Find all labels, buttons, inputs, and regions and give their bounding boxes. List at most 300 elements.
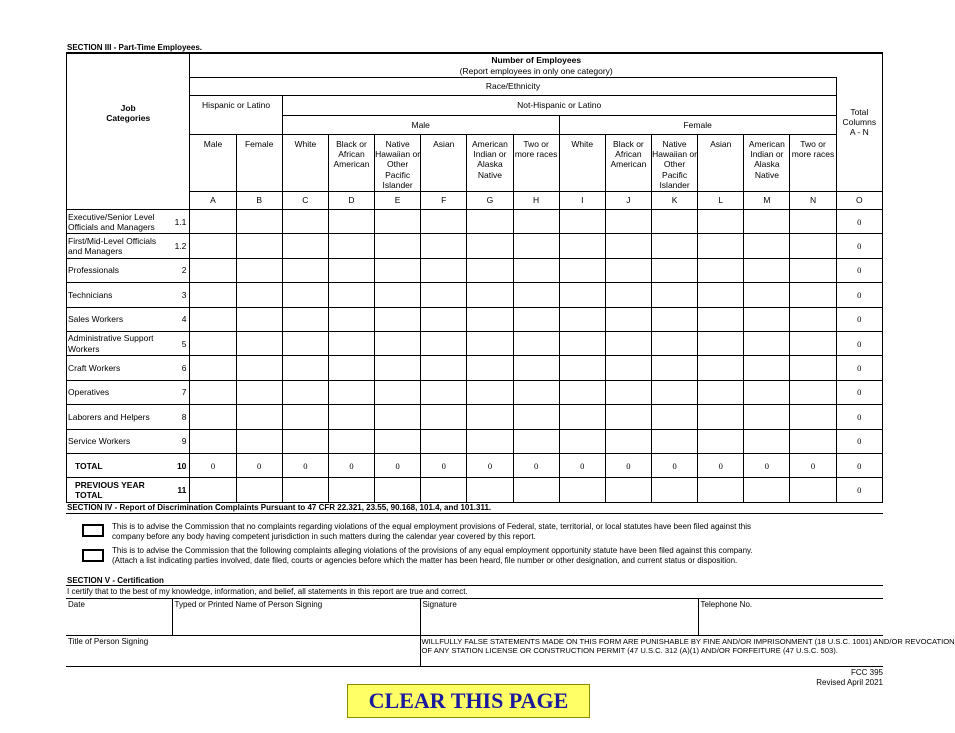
count-cell[interactable] xyxy=(375,429,421,453)
count-cell[interactable] xyxy=(605,234,651,258)
count-cell[interactable] xyxy=(328,210,374,234)
count-cell[interactable] xyxy=(190,258,236,282)
column-letter: H xyxy=(513,192,559,210)
table-row xyxy=(67,356,883,380)
table-row xyxy=(67,380,883,404)
prev-year-cell[interactable] xyxy=(421,478,467,502)
row-number: 5 xyxy=(181,338,187,349)
job-categories-header xyxy=(67,54,190,192)
count-cell[interactable] xyxy=(190,210,236,234)
count-cell[interactable] xyxy=(190,356,236,380)
count-cell[interactable] xyxy=(651,234,697,258)
count-cell[interactable] xyxy=(559,405,605,429)
prev-year-cell[interactable] xyxy=(467,478,513,502)
certification-table xyxy=(66,598,955,667)
row-number: 8 xyxy=(181,411,187,422)
count-cell[interactable] xyxy=(190,380,236,404)
subcol-female-1: Black or African American xyxy=(605,135,651,192)
row-number: 2 xyxy=(181,265,187,276)
prev-year-cell[interactable] xyxy=(190,478,236,502)
count-cell[interactable] xyxy=(744,210,790,234)
count-cell[interactable] xyxy=(375,356,421,380)
section4-rule xyxy=(66,513,883,514)
count-cell[interactable] xyxy=(328,331,374,355)
subcol-male-2: Native Hawaiian or Other Pacific Islander xyxy=(375,135,421,192)
count-cell[interactable] xyxy=(236,210,282,234)
prev-year-cell[interactable] xyxy=(605,478,651,502)
count-cell[interactable] xyxy=(421,405,467,429)
row-label-text: Professionals xyxy=(68,265,120,276)
count-cell[interactable] xyxy=(282,405,328,429)
total-cell: 0 xyxy=(698,453,744,477)
no-complaints-line1: This is to advise the Commission that no complaints regarding violations of the equal employment provisions of Federal, state, territorial, or local statutes have been filed against this xyxy=(112,522,751,531)
count-cell[interactable] xyxy=(790,258,836,282)
complaints-filed-line1: This is to advise the Commission that the following complaints alleging violations of the provisions of any equal employment opportunity statute have been filed against this company. xyxy=(112,546,753,555)
row-total-cell: 0 xyxy=(836,405,882,429)
subcol-male-1: Black or African American xyxy=(328,135,374,192)
section5-title: SECTION V - Certification xyxy=(67,576,164,585)
warning-line1: WILLFULLY FALSE STATEMENTS MADE ON THIS FORM ARE PUNISHABLE BY FINE AND/OR IMPRISONMENT (18 U.S.C. 1001) AND/OR REVOCATION xyxy=(421,637,955,646)
count-cell[interactable] xyxy=(513,380,559,404)
count-cell[interactable] xyxy=(190,429,236,453)
count-cell[interactable] xyxy=(744,234,790,258)
count-cell[interactable] xyxy=(328,380,374,404)
count-cell[interactable] xyxy=(698,307,744,331)
subcol-male-3: Asian xyxy=(421,135,467,192)
count-cell[interactable] xyxy=(282,380,328,404)
count-cell[interactable] xyxy=(651,356,697,380)
row-label xyxy=(67,307,190,331)
count-cell[interactable] xyxy=(236,234,282,258)
row-label-text: Administrative Support Workers xyxy=(68,333,154,354)
column-letter: B xyxy=(236,192,282,210)
column-letter: F xyxy=(421,192,467,210)
count-cell[interactable] xyxy=(559,380,605,404)
count-cell[interactable] xyxy=(467,356,513,380)
row-number: 4 xyxy=(181,314,187,325)
column-letter: G xyxy=(467,192,513,210)
count-cell[interactable] xyxy=(744,258,790,282)
count-cell[interactable] xyxy=(236,429,282,453)
row-total-cell: 0 xyxy=(836,258,882,282)
column-letter: C xyxy=(282,192,328,210)
count-cell[interactable] xyxy=(651,331,697,355)
form-number: FCC 395 xyxy=(850,668,883,677)
column-letter: K xyxy=(651,192,697,210)
count-cell[interactable] xyxy=(236,307,282,331)
total-cell: 0 xyxy=(467,453,513,477)
count-cell[interactable] xyxy=(236,331,282,355)
count-cell[interactable] xyxy=(790,356,836,380)
count-cell[interactable] xyxy=(328,234,374,258)
previous-year-row xyxy=(67,478,883,502)
count-cell[interactable] xyxy=(698,283,744,307)
count-cell[interactable] xyxy=(790,307,836,331)
table-row xyxy=(67,234,883,258)
count-cell[interactable] xyxy=(605,210,651,234)
employee-table xyxy=(66,53,883,503)
count-cell[interactable] xyxy=(282,307,328,331)
row-label xyxy=(67,210,190,234)
total-row xyxy=(67,453,883,477)
table-row xyxy=(67,429,883,453)
count-cell[interactable] xyxy=(744,405,790,429)
count-cell[interactable] xyxy=(421,210,467,234)
total-cell: 0 xyxy=(375,453,421,477)
count-cell[interactable] xyxy=(467,234,513,258)
count-cell[interactable] xyxy=(421,380,467,404)
column-letter: N xyxy=(790,192,836,210)
count-cell[interactable] xyxy=(282,356,328,380)
count-cell[interactable] xyxy=(698,210,744,234)
count-cell[interactable] xyxy=(559,356,605,380)
total-cell: 0 xyxy=(790,453,836,477)
count-cell[interactable] xyxy=(559,283,605,307)
hispanic-or-latino-label: Hispanic or Latino xyxy=(202,99,271,110)
count-cell[interactable] xyxy=(190,331,236,355)
count-cell[interactable] xyxy=(605,405,651,429)
count-cell[interactable] xyxy=(605,331,651,355)
total-columns-header xyxy=(836,78,882,192)
count-cell[interactable] xyxy=(559,331,605,355)
row-total-cell: 0 xyxy=(836,307,882,331)
subcol-female-3: Asian xyxy=(698,135,744,192)
signature-field[interactable] xyxy=(420,599,698,636)
row-number: 3 xyxy=(181,289,187,300)
count-cell[interactable] xyxy=(698,234,744,258)
row-number: 11 xyxy=(177,484,187,495)
section4-title: SECTION IV - Report of Discrimination Complaints Pursuant to 47 CFR 22.321, 23.55, 90.168, 101.4, and 101.311. xyxy=(67,503,492,512)
race-ethnicity-header: Race/Ethnicity xyxy=(190,78,836,96)
count-cell[interactable] xyxy=(744,380,790,404)
count-cell[interactable] xyxy=(559,234,605,258)
total-cell: 0 xyxy=(513,453,559,477)
row-number: 1.2 xyxy=(174,240,187,251)
count-cell[interactable] xyxy=(559,307,605,331)
subcol-female-2: Native Hawaiian or Other Pacific Islander xyxy=(651,135,697,192)
count-cell[interactable] xyxy=(467,405,513,429)
report-note: (Report employees in only one category) xyxy=(459,65,613,76)
title-of-person-field[interactable] xyxy=(66,636,420,667)
count-cell[interactable] xyxy=(190,307,236,331)
table-row xyxy=(67,405,883,429)
total-columns-label: Total Columns A - N xyxy=(842,106,877,138)
row-number: 7 xyxy=(181,387,187,398)
no-complaints-line2: company before any body having competent jurisdiction in such matters during the calendar year covered by this report. xyxy=(112,532,536,542)
count-cell[interactable] xyxy=(559,258,605,282)
count-cell[interactable] xyxy=(605,258,651,282)
row-total-cell: 0 xyxy=(836,234,882,258)
row-label xyxy=(67,331,190,355)
count-cell[interactable] xyxy=(328,307,374,331)
count-cell[interactable] xyxy=(375,307,421,331)
count-cell[interactable] xyxy=(513,283,559,307)
count-cell[interactable] xyxy=(790,331,836,355)
subcol-hispanic-1: Female xyxy=(236,135,282,192)
row-label xyxy=(67,453,190,477)
revised-date: Revised April 2021 xyxy=(816,678,883,688)
count-cell[interactable] xyxy=(698,429,744,453)
count-cell[interactable] xyxy=(605,429,651,453)
job-categories-label: Job Categories xyxy=(106,102,151,123)
count-cell[interactable] xyxy=(375,234,421,258)
total-cell: 0 xyxy=(836,453,882,477)
column-letter: E xyxy=(375,192,421,210)
count-cell[interactable] xyxy=(651,429,697,453)
total-cell: 0 xyxy=(651,453,697,477)
warning-line2: OF ANY STATION LICENSE OR CONSTRUCTION PERMIT (47 U.S.C. 312 (A)(1) AND/OR FORFEITURE (47 U.S.C. 503). xyxy=(421,646,838,655)
count-cell[interactable] xyxy=(605,356,651,380)
table-row xyxy=(67,331,883,355)
row-total-cell: 0 xyxy=(836,210,882,234)
hispanic-or-latino-header xyxy=(190,96,282,135)
complaints-filed-text xyxy=(112,546,882,567)
count-cell[interactable] xyxy=(513,210,559,234)
count-cell[interactable] xyxy=(236,356,282,380)
count-cell[interactable] xyxy=(467,307,513,331)
count-cell[interactable] xyxy=(698,331,744,355)
clear-page-button[interactable]: CLEAR THIS PAGE xyxy=(347,684,590,718)
row-label xyxy=(67,356,190,380)
row-number: 6 xyxy=(181,362,187,373)
row-label-text: TOTAL xyxy=(75,460,103,471)
prev-year-cell[interactable] xyxy=(698,478,744,502)
count-cell[interactable] xyxy=(421,234,467,258)
row-total-cell: 0 xyxy=(836,380,882,404)
count-cell[interactable] xyxy=(282,210,328,234)
count-cell[interactable] xyxy=(605,307,651,331)
row-number: 10 xyxy=(176,460,187,471)
date-field[interactable] xyxy=(66,599,172,636)
count-cell[interactable] xyxy=(236,380,282,404)
count-cell[interactable] xyxy=(328,405,374,429)
count-cell[interactable] xyxy=(651,380,697,404)
count-cell[interactable] xyxy=(375,210,421,234)
count-cell[interactable] xyxy=(467,429,513,453)
total-cell: 0 xyxy=(328,453,374,477)
count-cell[interactable] xyxy=(744,356,790,380)
count-cell[interactable] xyxy=(421,429,467,453)
column-letter: L xyxy=(698,192,744,210)
column-letter: O xyxy=(836,192,882,210)
not-hispanic-header: Not-Hispanic or Latino xyxy=(282,96,836,116)
count-cell[interactable] xyxy=(282,283,328,307)
count-cell[interactable] xyxy=(236,283,282,307)
female-header: Female xyxy=(559,116,836,135)
section3-title: SECTION III - Part-Time Employees. xyxy=(67,43,202,52)
count-cell[interactable] xyxy=(790,210,836,234)
row-label-text: PREVIOUS YEAR TOTAL xyxy=(75,479,145,500)
count-cell[interactable] xyxy=(651,307,697,331)
row-label-text: Operatives xyxy=(68,387,110,398)
total-cell: 0 xyxy=(744,453,790,477)
count-cell[interactable] xyxy=(790,429,836,453)
signature-label: Signature xyxy=(422,600,457,609)
typed-name-label: Typed or Printed Name of Person Signing xyxy=(174,600,323,609)
total-cell: 0 xyxy=(559,453,605,477)
count-cell[interactable] xyxy=(559,210,605,234)
subcol-male-0: White xyxy=(282,135,328,192)
prev-year-total-cell: 0 xyxy=(836,478,882,502)
count-cell[interactable] xyxy=(790,405,836,429)
count-cell[interactable] xyxy=(282,234,328,258)
count-cell[interactable] xyxy=(744,283,790,307)
count-cell[interactable] xyxy=(328,356,374,380)
prev-year-cell[interactable] xyxy=(744,478,790,502)
count-cell[interactable] xyxy=(375,258,421,282)
section5-rule xyxy=(66,585,883,586)
count-cell[interactable] xyxy=(282,429,328,453)
table-row xyxy=(67,283,883,307)
count-cell[interactable] xyxy=(651,405,697,429)
row-label xyxy=(67,234,190,258)
count-cell[interactable] xyxy=(375,405,421,429)
count-cell[interactable] xyxy=(651,210,697,234)
count-cell[interactable] xyxy=(651,258,697,282)
count-cell[interactable] xyxy=(513,258,559,282)
count-cell[interactable] xyxy=(467,380,513,404)
count-cell[interactable] xyxy=(467,210,513,234)
count-cell[interactable] xyxy=(698,356,744,380)
count-cell[interactable] xyxy=(236,258,282,282)
count-cell[interactable] xyxy=(744,307,790,331)
count-cell[interactable] xyxy=(467,331,513,355)
prev-year-cell[interactable] xyxy=(282,478,328,502)
table-row xyxy=(67,307,883,331)
row-label xyxy=(67,429,190,453)
subcol-male-4: American Indian or Alaska Native xyxy=(467,135,513,192)
count-cell[interactable] xyxy=(790,234,836,258)
subcol-hispanic-0: Male xyxy=(190,135,236,192)
count-cell[interactable] xyxy=(605,283,651,307)
prev-year-cell[interactable] xyxy=(559,478,605,502)
letter-row-label xyxy=(67,192,190,210)
count-cell[interactable] xyxy=(421,356,467,380)
row-label-text: Service Workers xyxy=(68,436,131,447)
count-cell[interactable] xyxy=(698,258,744,282)
count-cell[interactable] xyxy=(698,380,744,404)
prev-year-cell[interactable] xyxy=(790,478,836,502)
date-label: Date xyxy=(68,600,85,609)
no-complaints-checkbox[interactable] xyxy=(82,524,104,537)
count-cell[interactable] xyxy=(375,380,421,404)
subcol-female-0: White xyxy=(559,135,605,192)
title-of-person-label: Title of Person Signing xyxy=(68,637,149,646)
count-cell[interactable] xyxy=(790,380,836,404)
count-cell[interactable] xyxy=(744,429,790,453)
number-of-employees-label: Number of Employees xyxy=(491,55,582,66)
count-cell[interactable] xyxy=(513,429,559,453)
total-cell: 0 xyxy=(605,453,651,477)
count-cell[interactable] xyxy=(744,331,790,355)
telephone-label: Telephone No. xyxy=(700,600,753,609)
count-cell[interactable] xyxy=(328,429,374,453)
count-cell[interactable] xyxy=(559,429,605,453)
count-cell[interactable] xyxy=(282,331,328,355)
count-cell[interactable] xyxy=(190,405,236,429)
count-cell[interactable] xyxy=(421,258,467,282)
total-cell: 0 xyxy=(190,453,236,477)
row-label-text: Laborers and Helpers xyxy=(68,411,150,422)
row-number: 1.1 xyxy=(174,216,187,227)
count-cell[interactable] xyxy=(282,258,328,282)
total-cell: 0 xyxy=(236,453,282,477)
count-cell[interactable] xyxy=(190,234,236,258)
row-number: 9 xyxy=(181,436,187,447)
count-cell[interactable] xyxy=(513,356,559,380)
column-letter: D xyxy=(328,192,374,210)
total-cell: 0 xyxy=(282,453,328,477)
row-label-text: First/Mid-Level Officials and Managers xyxy=(68,235,157,257)
prev-year-cell[interactable] xyxy=(236,478,282,502)
column-letter-row xyxy=(67,192,883,210)
count-cell[interactable] xyxy=(190,283,236,307)
subcol-female-4: American Indian or Alaska Native xyxy=(744,135,790,192)
prev-year-cell[interactable] xyxy=(651,478,697,502)
complaints-filed-checkbox[interactable] xyxy=(82,549,104,562)
column-letter: I xyxy=(559,192,605,210)
prev-year-cell[interactable] xyxy=(513,478,559,502)
count-cell[interactable] xyxy=(513,234,559,258)
row-label xyxy=(67,478,190,502)
row-label xyxy=(67,258,190,282)
row-label-text: Sales Workers xyxy=(68,314,124,325)
count-cell[interactable] xyxy=(467,258,513,282)
prev-year-cell[interactable] xyxy=(328,478,374,502)
telephone-field[interactable] xyxy=(698,599,883,636)
row-total-cell: 0 xyxy=(836,429,882,453)
number-of-employees-header xyxy=(190,54,883,78)
count-cell[interactable] xyxy=(328,258,374,282)
typed-name-field[interactable] xyxy=(172,599,420,636)
prev-year-cell[interactable] xyxy=(375,478,421,502)
subcol-male-5: Two or more races xyxy=(513,135,559,192)
no-complaints-text xyxy=(112,522,882,543)
count-cell[interactable] xyxy=(236,405,282,429)
count-cell[interactable] xyxy=(698,405,744,429)
row-label-text: Executive/Senior Level Officials and Managers xyxy=(68,211,155,232)
count-cell[interactable] xyxy=(328,283,374,307)
row-label-text: Technicians xyxy=(68,289,113,300)
count-cell[interactable] xyxy=(375,283,421,307)
count-cell[interactable] xyxy=(513,307,559,331)
count-cell[interactable] xyxy=(467,283,513,307)
row-label-text: Craft Workers xyxy=(68,362,121,373)
count-cell[interactable] xyxy=(421,331,467,355)
row-label xyxy=(67,283,190,307)
count-cell[interactable] xyxy=(651,283,697,307)
row-total-cell: 0 xyxy=(836,283,882,307)
count-cell[interactable] xyxy=(375,331,421,355)
complaints-filed-line2: (Attach a list indicating parties involved, date filed, courts or agencies before which the matter has been heard, file number or other designation, and current status or disposition. xyxy=(112,556,738,566)
column-letter: J xyxy=(605,192,651,210)
row-total-cell: 0 xyxy=(836,331,882,355)
count-cell[interactable] xyxy=(605,380,651,404)
count-cell[interactable] xyxy=(421,283,467,307)
certify-statement: I certify that to the best of my knowledge, information, and belief, all statements in this report are true and correct. xyxy=(67,587,468,596)
count-cell[interactable] xyxy=(513,405,559,429)
count-cell[interactable] xyxy=(513,331,559,355)
count-cell[interactable] xyxy=(421,307,467,331)
total-cell: 0 xyxy=(421,453,467,477)
column-letter: M xyxy=(744,192,790,210)
warning-statement xyxy=(420,636,955,667)
count-cell[interactable] xyxy=(790,283,836,307)
row-label xyxy=(67,405,190,429)
table-row xyxy=(67,258,883,282)
table-row xyxy=(67,210,883,234)
column-letter: A xyxy=(190,192,236,210)
